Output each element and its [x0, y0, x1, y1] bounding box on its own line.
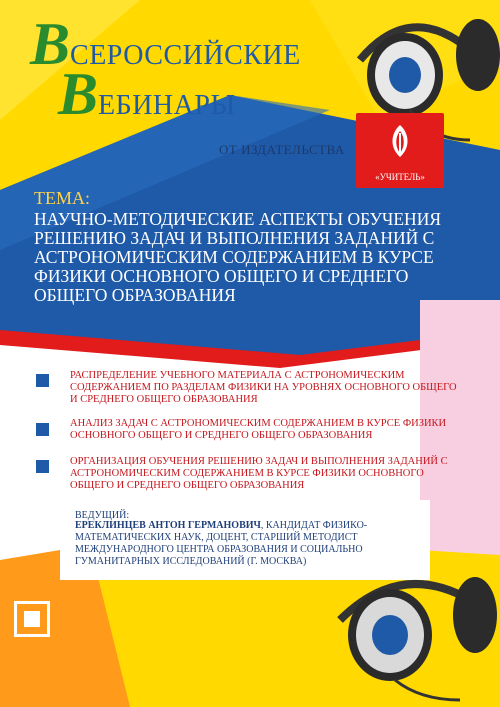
brand-line1-text: СЕРОССИЙСКИЕ — [70, 40, 301, 71]
speaker-bio: , КАНДИДАТ ФИЗИКО-МАТЕМАТИЧЕСКИХ НАУК, ДОЦЕНТ, СТАРШИЙ МЕТОДИСТ МЕЖДУНАРОДНОГО ЦЕНТРА ОБРАЗОВАНИЯ И СОЦИАЛЬНО ГУМАНИТАРНЫХ ИССЛЕДОВАНИЙ (Г. МОСКВА) — [75, 520, 368, 567]
speaker-label: ВЕДУЩИЙ: — [75, 510, 130, 521]
publisher-label: ОТ ИЗДАТЕЛЬСТВА — [219, 142, 345, 157]
brand-title-line2 — [58, 61, 236, 127]
publisher-logo — [356, 113, 444, 188]
brand-line2-text: ЕБИНАРЫ — [98, 90, 236, 121]
brand-line1-initial: В — [30, 11, 71, 77]
speaker-info — [75, 520, 430, 568]
point-3: ОРГАНИЗАЦИЯ ОБУЧЕНИЯ РЕШЕНИЮ ЗАДАЧ И ВЫПОЛНЕНИЯ ЗАДАНИЙ С АСТРОНОМИЧЕСКИМ СОДЕРЖАНИЕМ В КУРСЕ ФИЗИКИ ОСНОВНОГО ОБЩЕГО И СРЕДНЕГО ОБЩЕГО ОБРАЗОВАНИЯ — [70, 456, 448, 491]
speaker-name: ЕРЕКЛИНЦЕВ АНТОН ГЕРМАНОВИЧ — [75, 520, 261, 531]
point-1: РАСПРЕДЕЛЕНИЕ УЧЕБНОГО МАТЕРИАЛА С АСТРОНОМИЧЕСКИМ СОДЕРЖАНИЕМ ПО РАЗДЕЛАМ ФИЗИКИ НА УРОВНЯХ ОСНОВНОГО ОБЩЕГО И СРЕДНЕГО ОБЩЕГО ОБРАЗОВАНИЯ — [70, 370, 457, 405]
point-2: АНАЛИЗ ЗАДАЧ С АСТРОНОМИЧЕСКИМ СОДЕРЖАНИЕМ В КУРСЕ ФИЗИКИ ОСНОВНОГО ОБЩЕГО И СРЕДНЕГО ОБЩЕГО ОБРАЗОВАНИЯ — [70, 418, 447, 441]
publisher-logo-icon — [385, 123, 415, 159]
logo-caption: «УЧИТЕЛЬ» — [375, 172, 425, 182]
bullet-square-icon — [36, 460, 49, 473]
bullet-square-icon — [36, 423, 49, 436]
decorative-square-fill — [24, 611, 40, 627]
topic-title: НАУЧНО-МЕТОДИЧЕСКИЕ АСПЕКТЫ ОБУЧЕНИЯ РЕШЕНИЮ ЗАДАЧ И ВЫПОЛНЕНИЯ ЗАДАНИЙ С АСТРОНОМИЧЕСКИМ СОДЕРЖАНИЕМ В КУРСЕ ФИЗИКИ ОСНОВНОГО ОБЩЕГО И СРЕДНЕГО ОБЩЕГО ОБРАЗОВАНИЯ — [34, 209, 442, 305]
brand-line2-initial: В — [58, 61, 99, 127]
topic-label: ТЕМА: — [34, 188, 90, 208]
bullet-square-icon — [36, 374, 49, 387]
